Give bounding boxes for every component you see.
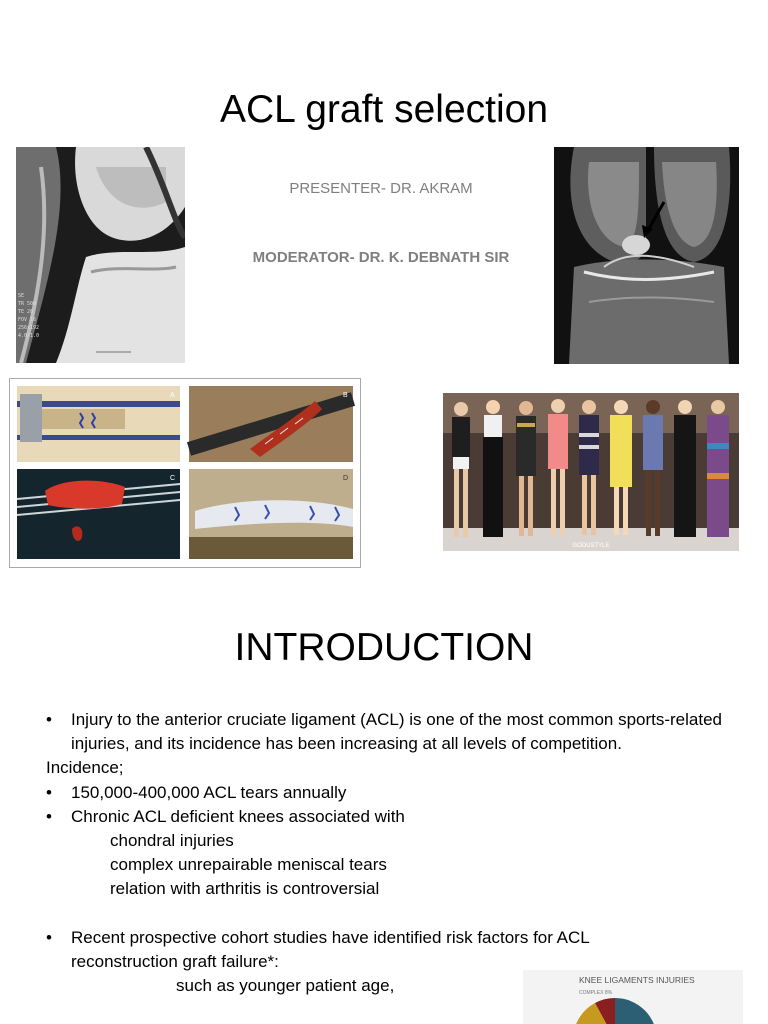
list-item [46, 781, 736, 805]
mri-sagittal-image [16, 147, 185, 363]
presenter-name: PRESENTER- DR. AKRAM [289, 180, 473, 197]
knee-injuries-chart [523, 970, 743, 1024]
svg-text:TE 20: TE 20 [18, 309, 34, 315]
list-item [46, 853, 736, 877]
svg-text:TR 500: TR 500 [18, 301, 37, 307]
graft-photo-grid [9, 378, 361, 568]
bullet-icon: • [46, 806, 52, 826]
line-text: Recent prospective cohort studies have identified risk factors for ACL reconstruction graft failure*: [71, 927, 590, 971]
moderator-name: MODERATOR- DR. K. DEBNATH SIR [252, 249, 510, 266]
line-text: 150,000-400,000 ACL tears annually [71, 782, 347, 802]
line-text: complex unrepairable meniscal tears [110, 855, 387, 875]
svg-text:4.0/1.0: 4.0/1.0 [18, 333, 40, 339]
pie-slice-teal [615, 998, 657, 1024]
spacer [46, 902, 736, 926]
chart-title: KNEE LIGAMENTS INJURIES [579, 975, 695, 985]
photo-label-a: A [170, 392, 175, 399]
photo-label-d: D [343, 475, 349, 482]
list-item [46, 926, 671, 974]
intro-body [46, 708, 736, 998]
photo-label-c: C [170, 475, 176, 482]
runway-photo [443, 393, 739, 551]
photo-label-b: B [343, 392, 348, 399]
section-title: INTRODUCTION [234, 626, 534, 669]
bullet-icon: • [46, 782, 52, 802]
svg-text:SE: SE [18, 293, 25, 299]
line-text: relation with arthritis is controversial [110, 879, 380, 899]
line-text: Incidence; [46, 758, 124, 778]
line-text: Chronic ACL deficient knees associated with [71, 806, 405, 826]
list-item [46, 756, 736, 780]
chart-subtitle: COMPLEX 8% [579, 990, 613, 996]
bullet-icon: • [46, 710, 52, 729]
slide-title: ACL graft selection [219, 88, 549, 131]
bullet-icon: • [46, 927, 52, 947]
svg-text:256x192: 256x192 [18, 325, 40, 331]
line-text: such as younger patient age, [176, 976, 395, 996]
runway-watermark: GODUSTYLE [572, 543, 610, 549]
list-item [46, 708, 736, 756]
line-text: Injury to the anterior cruciate ligament (ACL) is one of the most common sports-related injuries, and its incidence has been increasing at all levels of competition. [71, 710, 723, 754]
mri-coronal-image [554, 147, 739, 364]
list-item [46, 877, 736, 901]
list-item [46, 829, 736, 853]
line-text: chondral injuries [110, 831, 234, 851]
list-item [46, 805, 736, 829]
svg-text:FOV 16: FOV 16 [18, 317, 37, 323]
